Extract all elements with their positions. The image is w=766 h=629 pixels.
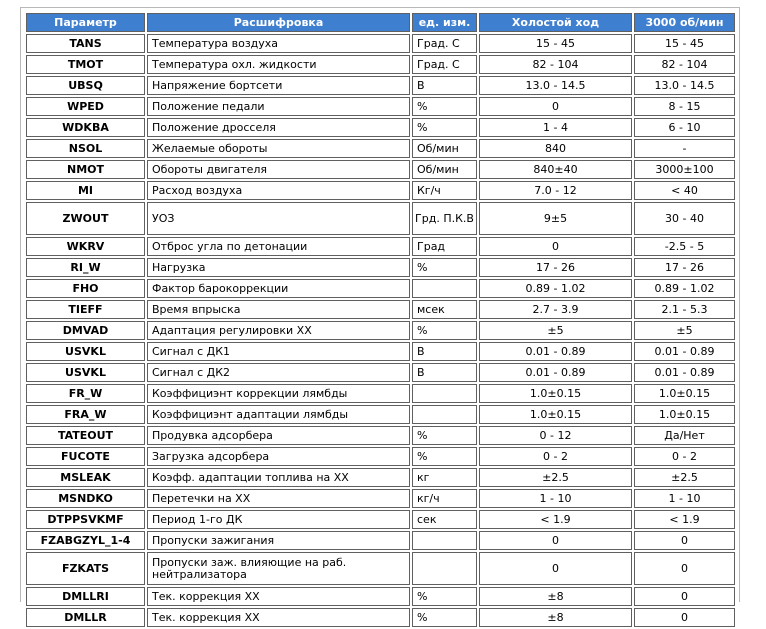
description-cell: Перетечки на ХХ: [147, 489, 410, 508]
rpm3000-value-cell: 8 - 15: [634, 97, 735, 116]
table-row: [26, 342, 735, 361]
parameter-cell: TANS: [26, 34, 145, 53]
idle-value-cell: 0 - 2: [479, 447, 632, 466]
parameter-cell: NSOL: [26, 139, 145, 158]
table-row: [26, 489, 735, 508]
idle-value-cell: 2.7 - 3.9: [479, 300, 632, 319]
unit-cell: %: [412, 426, 477, 445]
table-row: [26, 202, 735, 235]
description-cell: Период 1-го ДК: [147, 510, 410, 529]
parameter-cell: WDKBA: [26, 118, 145, 137]
description-cell: Тек. коррекция ХХ: [147, 587, 410, 606]
table-row: [26, 468, 735, 487]
unit-cell: %: [412, 608, 477, 627]
table-row: [26, 384, 735, 403]
unit-cell: %: [412, 447, 477, 466]
rpm3000-value-cell: 0.89 - 1.02: [634, 279, 735, 298]
unit-cell: [412, 552, 477, 585]
table-row: [26, 608, 735, 627]
rpm3000-value-cell: 0: [634, 608, 735, 627]
idle-value-cell: 17 - 26: [479, 258, 632, 277]
idle-value-cell: < 1.9: [479, 510, 632, 529]
rpm3000-value-cell: Да/Нет: [634, 426, 735, 445]
table-row: [26, 237, 735, 256]
description-cell: Нагрузка: [147, 258, 410, 277]
idle-value-cell: 13.0 - 14.5: [479, 76, 632, 95]
table-header-row: [26, 13, 735, 32]
description-cell: Желаемые обороты: [147, 139, 410, 158]
description-cell: Время впрыска: [147, 300, 410, 319]
idle-value-cell: 1 - 4: [479, 118, 632, 137]
description-cell: Температура охл. жидкости: [147, 55, 410, 74]
idle-value-cell: 7.0 - 12: [479, 181, 632, 200]
parameter-cell: FUCOTE: [26, 447, 145, 466]
idle-value-cell: 0.89 - 1.02: [479, 279, 632, 298]
idle-value-cell: 0: [479, 97, 632, 116]
unit-cell: Кг/ч: [412, 181, 477, 200]
rpm3000-value-cell: 30 - 40: [634, 202, 735, 235]
unit-cell: %: [412, 258, 477, 277]
table-row: [26, 76, 735, 95]
description-cell: УОЗ: [147, 202, 410, 235]
table-row: [26, 552, 735, 585]
description-cell: Напряжение бортсети: [147, 76, 410, 95]
parameter-cell: TMOT: [26, 55, 145, 74]
parameter-cell: TIEFF: [26, 300, 145, 319]
unit-cell: Грд. П.К.В: [412, 202, 477, 235]
unit-cell: мсек: [412, 300, 477, 319]
description-cell: Сигнал с ДК1: [147, 342, 410, 361]
idle-value-cell: 840±40: [479, 160, 632, 179]
parameter-cell: WKRV: [26, 237, 145, 256]
idle-value-cell: 82 - 104: [479, 55, 632, 74]
idle-value-cell: 0: [479, 531, 632, 550]
rpm3000-value-cell: 0: [634, 531, 735, 550]
unit-cell: кг: [412, 468, 477, 487]
table-row: [26, 55, 735, 74]
description-cell: Пропуски зажигания: [147, 531, 410, 550]
table-row: [26, 258, 735, 277]
rpm3000-value-cell: 0: [634, 552, 735, 585]
header-3000rpm: 3000 об/мин: [634, 13, 735, 32]
rpm3000-value-cell: 6 - 10: [634, 118, 735, 137]
parameter-cell: DTPPSVKMF: [26, 510, 145, 529]
unit-cell: %: [412, 118, 477, 137]
unit-cell: Об/мин: [412, 139, 477, 158]
parameter-cell: FRA_W: [26, 405, 145, 424]
idle-value-cell: 0.01 - 0.89: [479, 342, 632, 361]
header-parameter: Параметр: [26, 13, 145, 32]
description-cell: Температура воздуха: [147, 34, 410, 53]
parameter-cell: USVKL: [26, 342, 145, 361]
rpm3000-value-cell: 17 - 26: [634, 258, 735, 277]
page-margin: [748, 0, 766, 601]
rpm3000-value-cell: ±5: [634, 321, 735, 340]
table-row: [26, 139, 735, 158]
header-description: Расшифровка: [147, 13, 410, 32]
idle-value-cell: 9±5: [479, 202, 632, 235]
rpm3000-value-cell: 0.01 - 0.89: [634, 342, 735, 361]
parameter-cell: MSLEAK: [26, 468, 145, 487]
idle-value-cell: 1.0±0.15: [479, 384, 632, 403]
idle-value-cell: 0: [479, 237, 632, 256]
parameter-cell: FHO: [26, 279, 145, 298]
description-cell: Загрузка адсорбера: [147, 447, 410, 466]
table-row: [26, 181, 735, 200]
table-row: [26, 160, 735, 179]
parameter-cell: UBSQ: [26, 76, 145, 95]
idle-value-cell: ±5: [479, 321, 632, 340]
description-cell: Обороты двигателя: [147, 160, 410, 179]
rpm3000-value-cell: 2.1 - 5.3: [634, 300, 735, 319]
table-row: [26, 34, 735, 53]
description-cell: Коэффициэнт коррекции лямбды: [147, 384, 410, 403]
rpm3000-value-cell: < 1.9: [634, 510, 735, 529]
description-cell: Адаптация регулировки ХХ: [147, 321, 410, 340]
unit-cell: [412, 531, 477, 550]
table-body: [26, 34, 735, 627]
description-cell: Положение педали: [147, 97, 410, 116]
table-row: [26, 405, 735, 424]
parameter-cell: NMOT: [26, 160, 145, 179]
unit-cell: [412, 384, 477, 403]
table-row: [26, 279, 735, 298]
unit-cell: %: [412, 321, 477, 340]
description-cell: Фактор барокоррекции: [147, 279, 410, 298]
table-row: [26, 300, 735, 319]
rpm3000-value-cell: 1.0±0.15: [634, 405, 735, 424]
description-cell: Отброс угла по детонации: [147, 237, 410, 256]
idle-value-cell: 0.01 - 0.89: [479, 363, 632, 382]
table-row: [26, 531, 735, 550]
table-row: [26, 426, 735, 445]
description-cell: Тек. коррекция ХХ: [147, 608, 410, 627]
table-row: [26, 510, 735, 529]
unit-cell: кг/ч: [412, 489, 477, 508]
table-row: [26, 587, 735, 606]
parameter-cell: FZABGZYL_1-4: [26, 531, 145, 550]
unit-cell: %: [412, 97, 477, 116]
unit-cell: Град. С: [412, 55, 477, 74]
rpm3000-value-cell: 1 - 10: [634, 489, 735, 508]
idle-value-cell: 15 - 45: [479, 34, 632, 53]
idle-value-cell: 1 - 10: [479, 489, 632, 508]
parameter-cell: TATEOUT: [26, 426, 145, 445]
header-idle: Холостой ход: [479, 13, 632, 32]
unit-cell: %: [412, 587, 477, 606]
idle-value-cell: ±8: [479, 587, 632, 606]
description-cell: Расход воздуха: [147, 181, 410, 200]
unit-cell: сек: [412, 510, 477, 529]
content-frame: [20, 7, 740, 624]
description-cell: Сигнал с ДК2: [147, 363, 410, 382]
parameters-table: [24, 11, 737, 629]
idle-value-cell: 1.0±0.15: [479, 405, 632, 424]
parameter-cell: MSNDKO: [26, 489, 145, 508]
table-row: [26, 447, 735, 466]
idle-value-cell: 840: [479, 139, 632, 158]
rpm3000-value-cell: 13.0 - 14.5: [634, 76, 735, 95]
idle-value-cell: ±8: [479, 608, 632, 627]
parameter-cell: FR_W: [26, 384, 145, 403]
description-cell: Пропуски заж. влияющие на раб. нейтрализатора: [147, 552, 410, 585]
idle-value-cell: 0 - 12: [479, 426, 632, 445]
rpm3000-value-cell: ±2.5: [634, 468, 735, 487]
table-row: [26, 321, 735, 340]
table-row: [26, 363, 735, 382]
parameter-cell: FZKATS: [26, 552, 145, 585]
rpm3000-value-cell: 3000±100: [634, 160, 735, 179]
unit-cell: [412, 405, 477, 424]
parameter-cell: DMLLRI: [26, 587, 145, 606]
rpm3000-value-cell: -2.5 - 5: [634, 237, 735, 256]
header-unit: ед. изм.: [412, 13, 477, 32]
unit-cell: [412, 279, 477, 298]
unit-cell: В: [412, 76, 477, 95]
unit-cell: В: [412, 363, 477, 382]
rpm3000-value-cell: 15 - 45: [634, 34, 735, 53]
parameter-cell: USVKL: [26, 363, 145, 382]
parameter-cell: DMLLR: [26, 608, 145, 627]
rpm3000-value-cell: 0.01 - 0.89: [634, 363, 735, 382]
description-cell: Продувка адсорбера: [147, 426, 410, 445]
unit-cell: В: [412, 342, 477, 361]
parameter-cell: MI: [26, 181, 145, 200]
description-cell: Коэфф. адаптации топлива на ХХ: [147, 468, 410, 487]
rpm3000-value-cell: 82 - 104: [634, 55, 735, 74]
unit-cell: Град: [412, 237, 477, 256]
idle-value-cell: 0: [479, 552, 632, 585]
rpm3000-value-cell: 1.0±0.15: [634, 384, 735, 403]
idle-value-cell: ±2.5: [479, 468, 632, 487]
unit-cell: Об/мин: [412, 160, 477, 179]
rpm3000-value-cell: 0: [634, 587, 735, 606]
table-row: [26, 118, 735, 137]
rpm3000-value-cell: 0 - 2: [634, 447, 735, 466]
description-cell: Коэффициэнт адаптации лямбды: [147, 405, 410, 424]
parameter-cell: DMVAD: [26, 321, 145, 340]
unit-cell: Град. С: [412, 34, 477, 53]
parameter-cell: RI_W: [26, 258, 145, 277]
parameter-cell: WPED: [26, 97, 145, 116]
parameter-cell: ZWOUT: [26, 202, 145, 235]
table-row: [26, 97, 735, 116]
description-cell: Положение дросселя: [147, 118, 410, 137]
rpm3000-value-cell: < 40: [634, 181, 735, 200]
rpm3000-value-cell: -: [634, 139, 735, 158]
